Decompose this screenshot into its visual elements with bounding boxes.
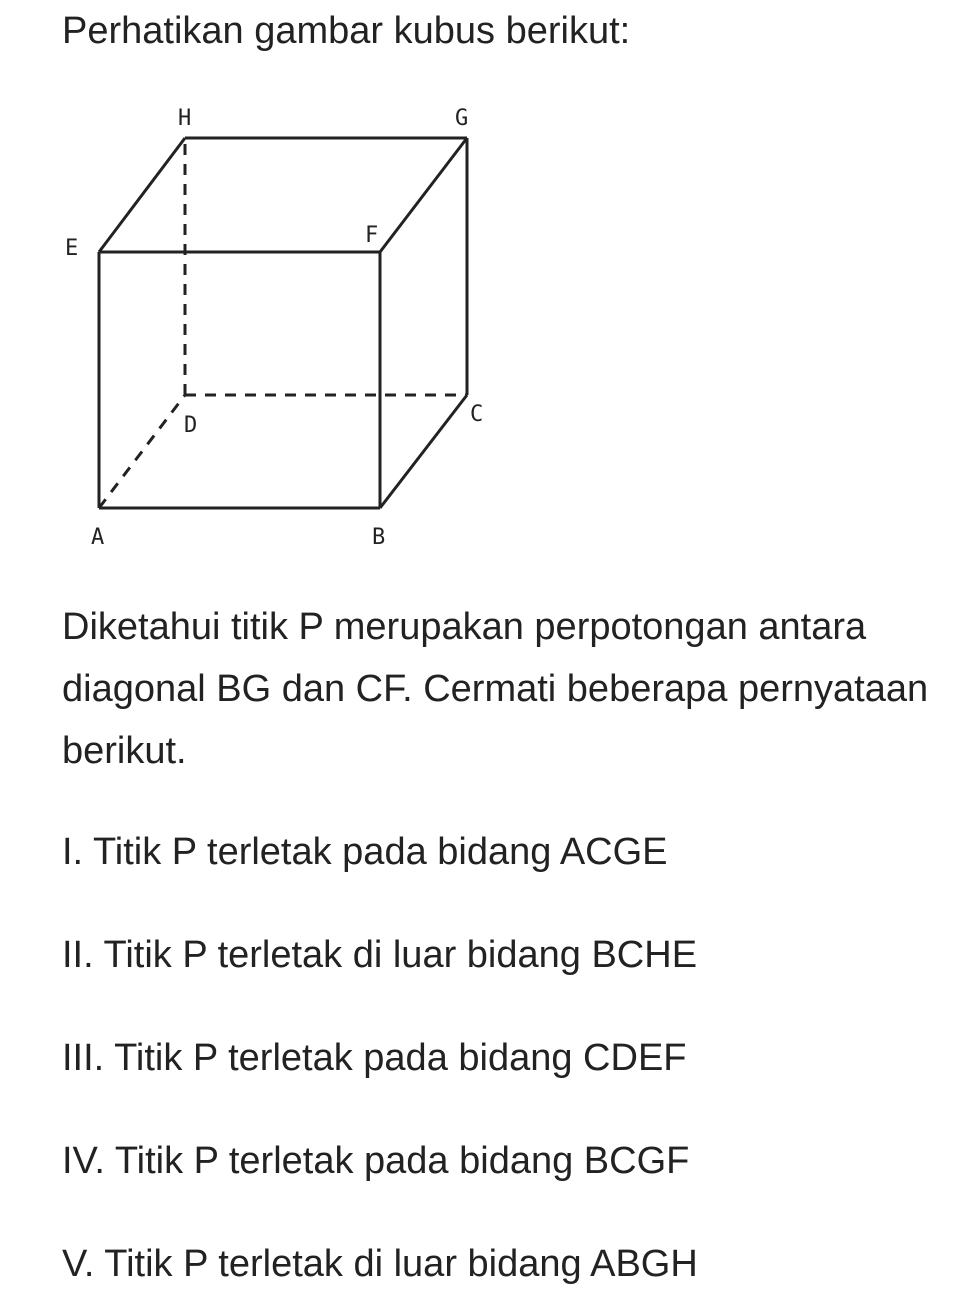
vertex-label-g: G xyxy=(455,106,469,131)
vertex-label-a: A xyxy=(91,525,105,550)
statement-list xyxy=(62,824,698,1292)
intro-text: Perhatikan gambar kubus berikut: xyxy=(62,10,631,52)
statement-item: V. Titik P terletak di luar bidang ABGH xyxy=(62,1243,698,1285)
vertex-label-d: D xyxy=(184,413,198,438)
statement-item: II. Titik P terletak di luar bidang BCHE xyxy=(62,934,698,976)
statement-item: III. Titik P terletak pada bidang CDEF xyxy=(62,1037,687,1079)
vertex-label-b: B xyxy=(372,525,386,550)
problem-paragraph: Diketahui titik P merupakan perpotongan antara diagonal BG dan CF. Cermati beberapa pernyataan berikut. xyxy=(62,606,929,772)
edge-fg xyxy=(380,138,467,252)
statement-item: I. Titik P terletak pada bidang ACGE xyxy=(62,831,668,873)
statement-item: IV. Titik P terletak pada bidang BCGF xyxy=(62,1140,690,1182)
edge-eh xyxy=(99,138,185,252)
edge-ad xyxy=(99,395,185,508)
vertex-label-f: F xyxy=(365,223,379,248)
edge-bc xyxy=(380,395,467,508)
cube-diagram xyxy=(55,95,515,565)
vertex-label-h: H xyxy=(178,106,192,131)
cube-figure xyxy=(55,95,515,565)
vertex-label-c: C xyxy=(470,402,484,427)
vertex-label-e: E xyxy=(65,236,79,261)
